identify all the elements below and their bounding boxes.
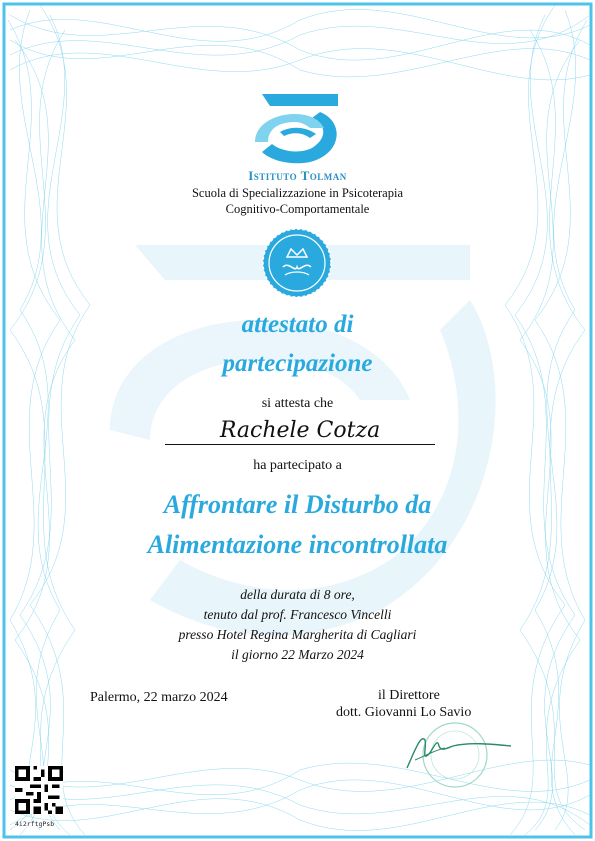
school-line-1: Scuola di Specializzazione in Psicoterapia	[191, 186, 404, 200]
detail-teacher: tenuto dal prof. Francesco Vincelli	[203, 607, 392, 622]
detail-duration: della durata di 8 ore,	[240, 587, 355, 602]
school-line-2: Cognitivo-Comportamentale	[225, 202, 370, 216]
course-details	[0, 585, 595, 665]
detail-date: il giorno 22 Marzo 2024	[231, 647, 364, 662]
intro-text: si attesta che	[261, 396, 334, 411]
course-title-line-1: Affrontare il Disturbo da	[163, 490, 432, 519]
institute-name: Istituto Tolman	[248, 168, 347, 183]
certificate-title-line-1: attestato di	[241, 311, 354, 338]
director-name: dott. Giovanni Lo Savio	[336, 705, 472, 720]
seal-icon	[261, 227, 333, 299]
detail-location: presso Hotel Regina Margherita di Cagliari	[178, 627, 417, 642]
qr-code-icon	[15, 766, 63, 814]
director-title: il Direttore	[378, 688, 440, 703]
guilloche-top	[10, 9, 590, 79]
guilloche-left	[8, 5, 90, 835]
qr-code	[15, 766, 63, 828]
participation-text: ha partecipato a	[253, 458, 342, 473]
place-date: Palermo, 22 marzo 2024	[90, 690, 228, 705]
verification-code: 4i2rftgPsb	[15, 820, 55, 828]
recipient-name: Rachele Cotza	[219, 418, 381, 443]
certificate-title-line-2: partecipazione	[222, 350, 373, 377]
course-title-line-2: Alimentazione incontrollata	[147, 530, 448, 559]
recipient-line	[165, 418, 435, 445]
director-signature	[395, 720, 515, 790]
guilloche-right	[505, 5, 587, 835]
tolman-logo-icon	[250, 92, 345, 167]
